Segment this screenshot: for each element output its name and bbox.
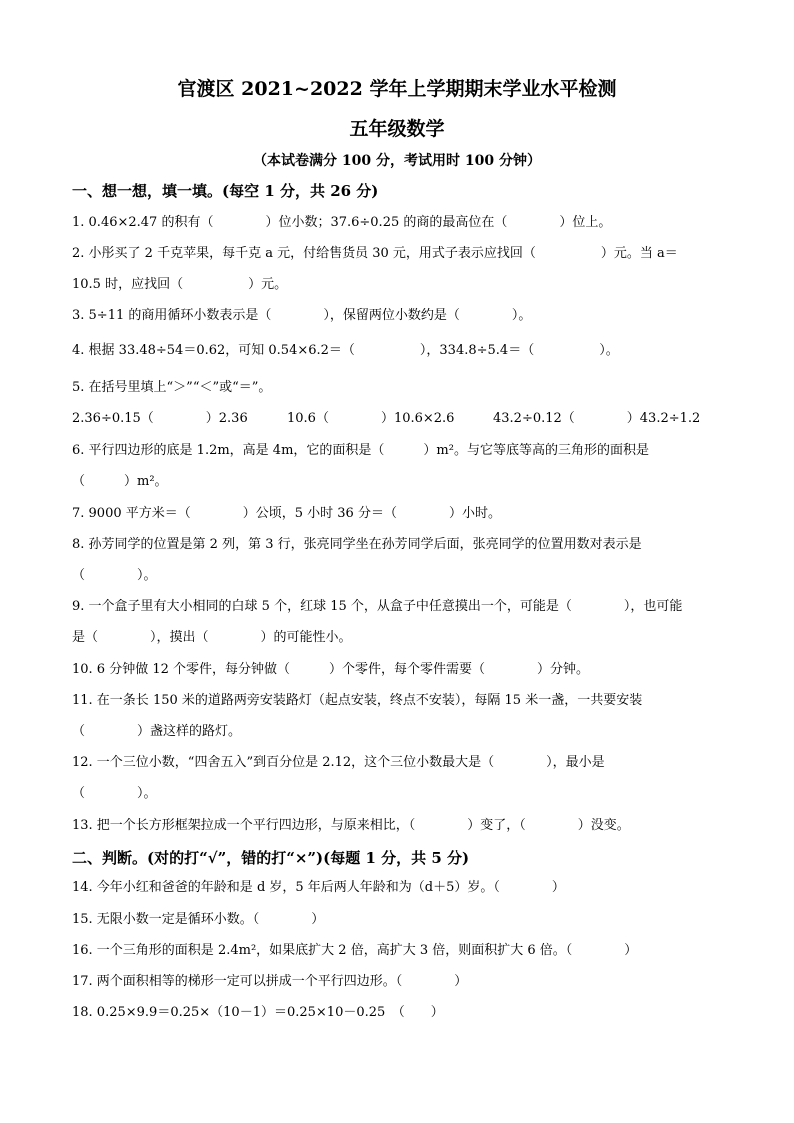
question-4: 4. 根据 33.48÷54＝0.62，可知 0.54×6.2＝（ ），334.8÷5.4＝（ ）。	[72, 343, 619, 358]
question-13: 13. 把一个长方形框架拉成一个平行四边形，与原来相比，（ ）变了，（ ）没变。	[72, 818, 630, 833]
section-1-heading: 一、想一想，填一填。(每空 1 分，共 26 分)	[72, 182, 379, 200]
compare-item-3: 43.2÷0.12（ ）43.2÷1.2	[493, 411, 701, 426]
question-6-line-2: （ ）m²。	[72, 474, 168, 489]
exam-title: 官渡区 2021~2022 学年上学期期末学业水平检测	[177, 78, 617, 100]
question-12-line-2: （ ）。	[72, 786, 157, 801]
question-8-line-2: （ ）。	[72, 568, 157, 583]
question-9-line-2: 是（ ），摸出（ ）的可能性小。	[72, 630, 352, 645]
question-11-line-2: （ ）盏这样的路灯。	[72, 724, 242, 739]
question-5: 5. 在括号里填上“＞”“＜”或“＝”。	[72, 380, 272, 395]
question-3: 3. 5÷11 的商用循环小数表示是（ ），保留两位小数约是（ ）。	[72, 308, 532, 323]
question-11-line-1: 11. 在一条长 150 米的道路两旁安装路灯（起点安装，终点不安装），每隔 15 米一盏，一共要安装	[72, 693, 643, 708]
compare-item-1: 2.36÷0.15（ ）2.36	[72, 411, 248, 426]
section-2-heading: 二、判断。(对的打“√”，错的打“×”)(每题 1 分，共 5 分)	[72, 849, 470, 867]
question-7: 7. 9000 平方米＝（ ）公顷，5 小时 36 分＝（ ）小时。	[72, 506, 501, 521]
question-12-line-1: 12. 一个三位小数，“四舍五入”到百分位是 2.12，这个三位小数最大是（ ），最小是	[72, 755, 605, 770]
question-16: 16. 一个三角形的面积是 2.4m²，如果底扩大 2 倍，高扩大 3 倍，则面积扩大 6 倍。（ ）	[72, 943, 638, 958]
question-8-line-1: 8. 孙芳同学的位置是第 2 列，第 3 行，张亮同学坐在孙芳同学后面，张亮同学的位置用数对表示是	[72, 537, 642, 552]
compare-item-2: 10.6（ ）10.6×2.6	[287, 411, 455, 426]
question-1: 1. 0.46×2.47 的积有（ ）位小数；37.6÷0.25 的商的最高位在（ ）位上。	[72, 215, 612, 230]
exam-note: （本试卷满分 100 分，考试用时 100 分钟）	[253, 153, 541, 169]
question-9-line-1: 9. 一个盒子里有大小相同的白球 5 个，红球 15 个，从盒子中任意摸出一个，可能是（ ），也可能	[72, 599, 683, 614]
question-10: 10. 6 分钟做 12 个零件，每分钟做（ ）个零件，每个零件需要（ ）分钟。	[72, 662, 590, 677]
question-2-line-2: 10.5 时，应找回（ ）元。	[72, 277, 288, 292]
question-18: 18. 0.25×9.9＝0.25×（10－1）＝0.25×10－0.25 （ ）	[72, 1005, 444, 1020]
grade-subject: 五年级数学	[349, 118, 445, 140]
question-17: 17. 两个面积相等的梯形一定可以拼成一个平行四边形。（ ）	[72, 974, 468, 989]
question-15: 15. 无限小数一定是循环小数。（ ）	[72, 912, 325, 927]
question-2-line-1: 2. 小彤买了 2 千克苹果，每千克 a 元，付给售货员 30 元，用式子表示应找回（ ）元。当 a＝	[72, 246, 678, 261]
question-6-line-1: 6. 平行四边形的底是 1.2m，高是 4m，它的面积是（ ）m²。与它等底等高的三角形的面积是	[72, 443, 649, 458]
question-14: 14. 今年小红和爸爸的年龄和是 d 岁，5 年后两人年龄和为（d＋5）岁。（ ）	[72, 880, 565, 895]
